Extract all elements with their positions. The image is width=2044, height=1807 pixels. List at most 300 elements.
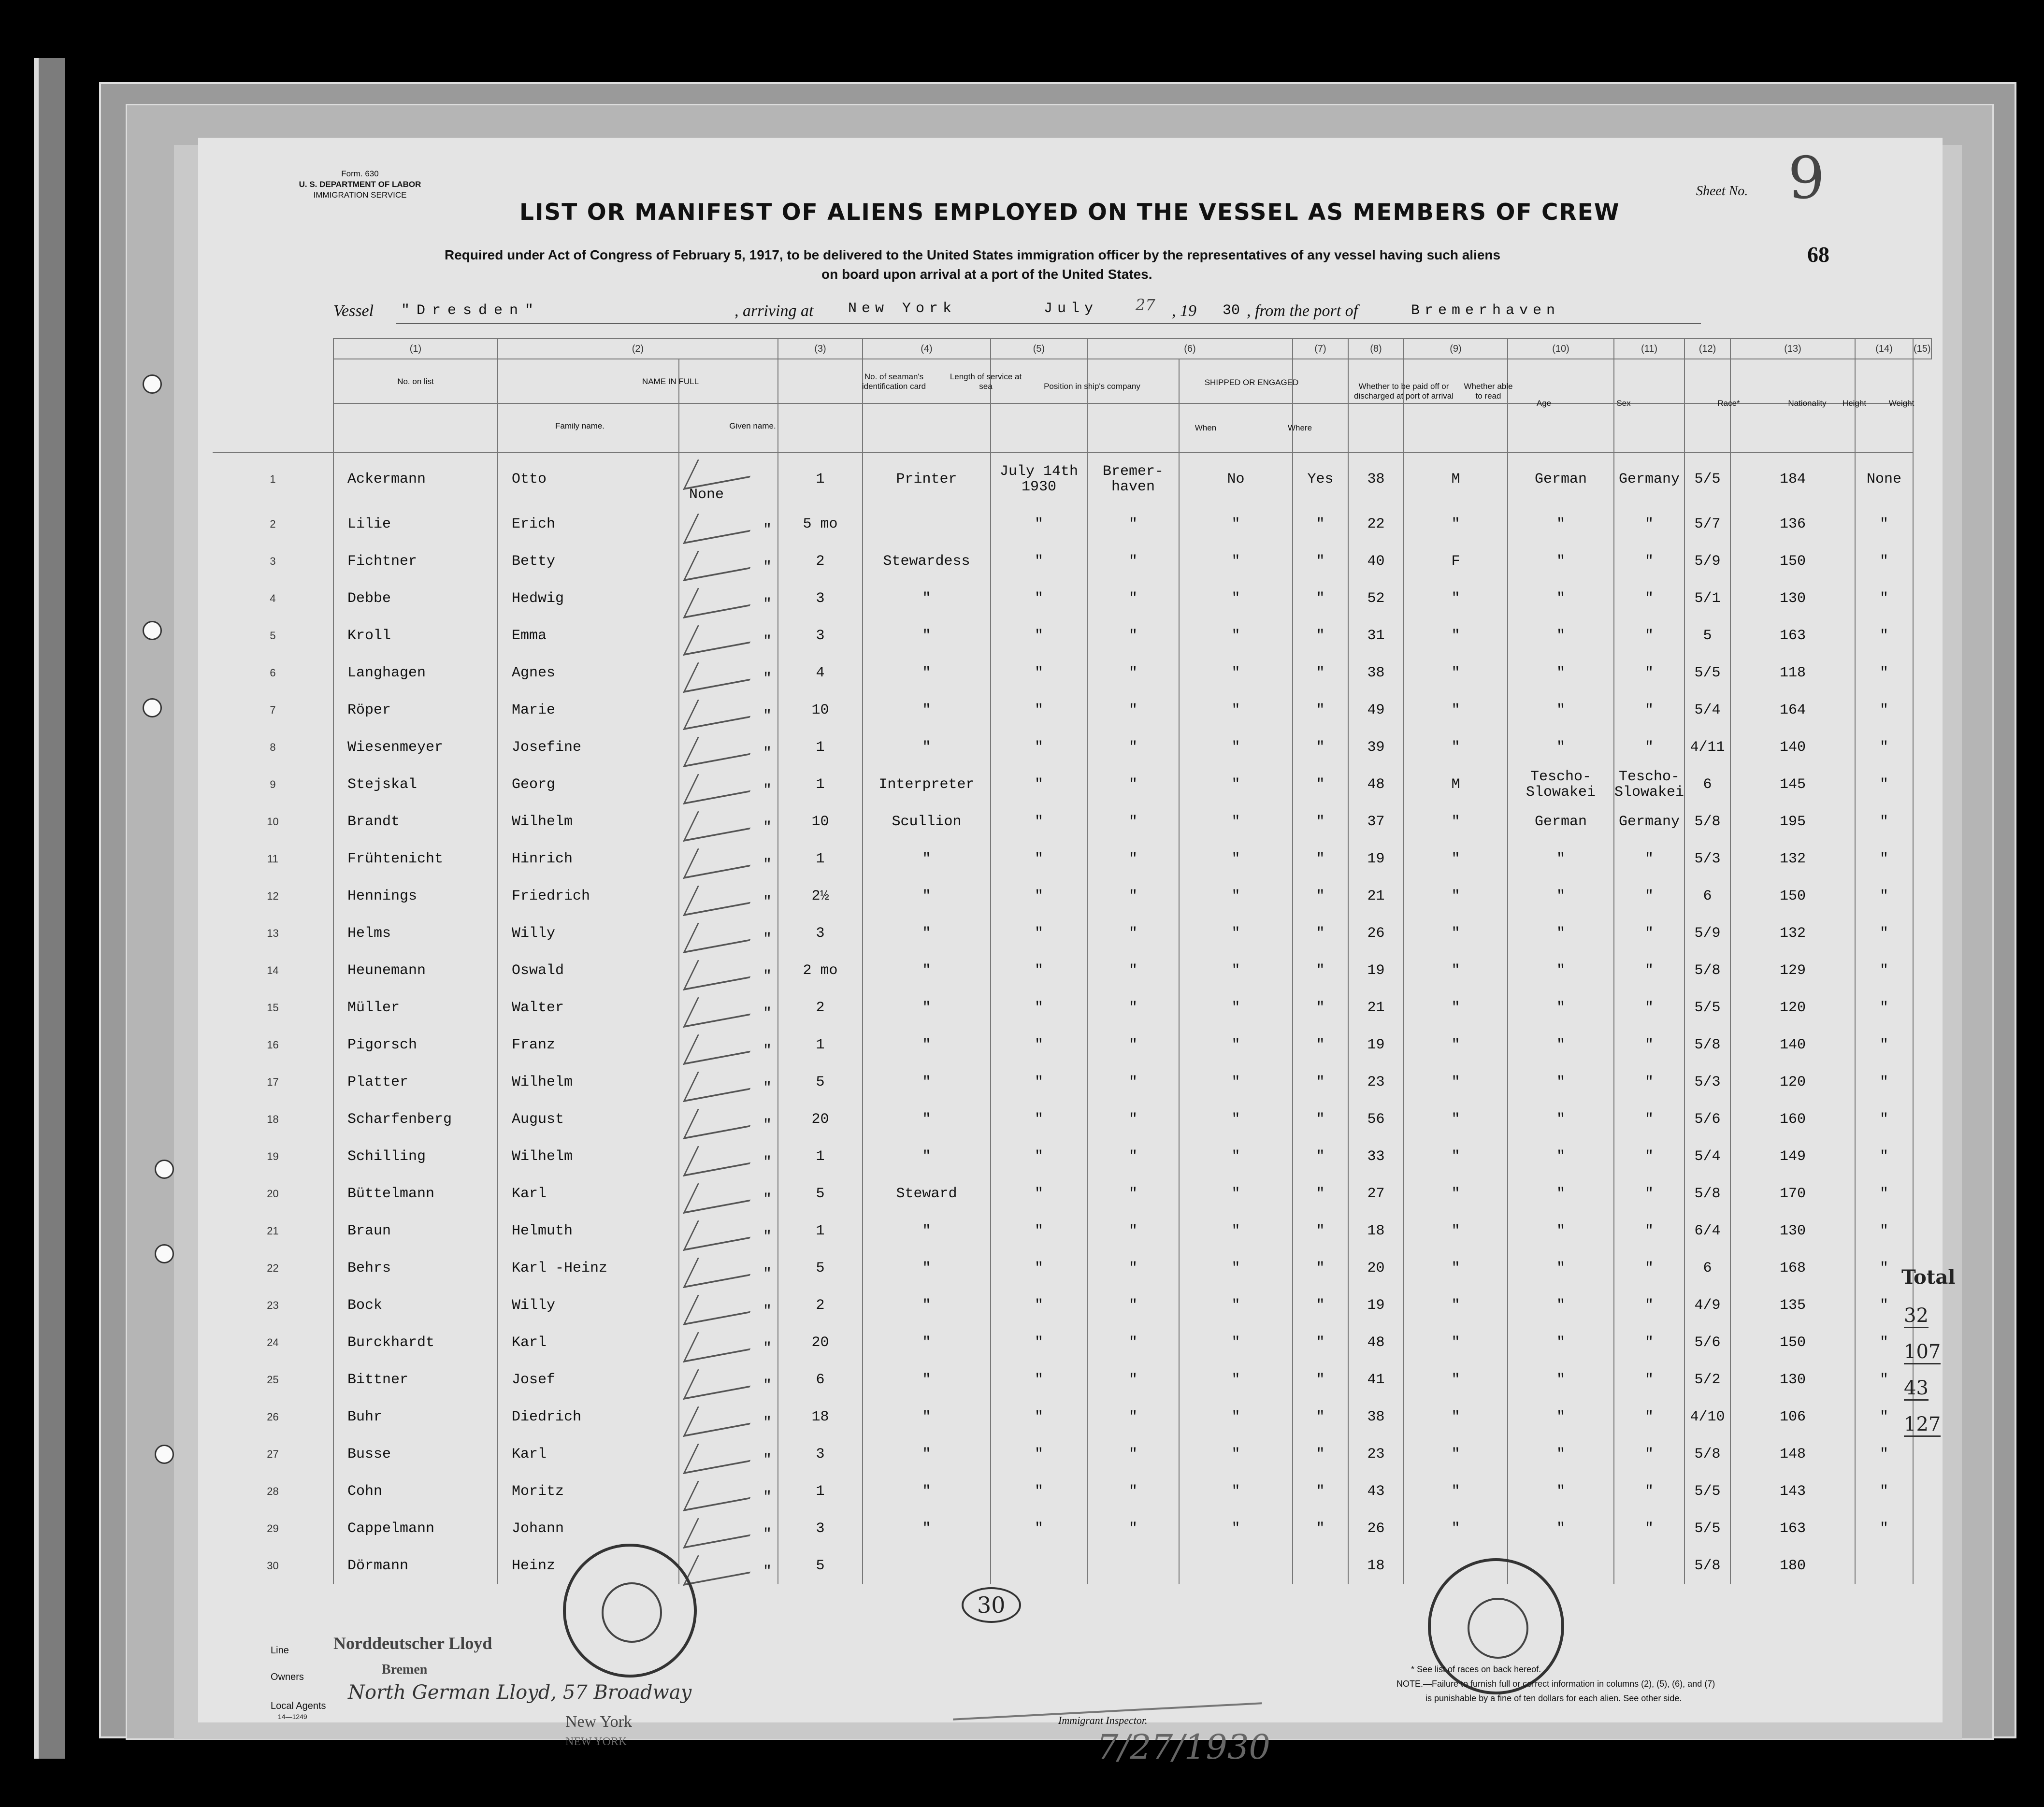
cell-marks: " (1880, 553, 1889, 570)
table-row (213, 1435, 1931, 1473)
cell-paid: " (1231, 888, 1240, 904)
arrival-port: New York (848, 301, 957, 317)
cell-nationality: " (1645, 1074, 1654, 1090)
check-mark (683, 725, 764, 767)
department-label: U. S. DEPARTMENT OF LABOR (299, 180, 421, 189)
tally-value: 107 (1904, 1341, 1941, 1364)
row-number: 12 (267, 889, 279, 902)
cell-card: " (763, 671, 772, 687)
cell-age: 20 (1367, 1260, 1385, 1276)
given-name-header: Given name. (729, 421, 776, 430)
cell-race: " (1556, 1334, 1565, 1350)
cell-weight: 140 (1780, 739, 1806, 756)
cell-nationality: " (1645, 553, 1654, 569)
cell-service: 4 (816, 664, 825, 681)
row-number: 29 (267, 1522, 279, 1535)
col-num-9: (9) (1404, 339, 1508, 359)
cell-marks: " (1880, 1334, 1889, 1351)
nationality-header: Nationality (1788, 399, 1827, 408)
cell-race: " (1556, 1260, 1565, 1276)
cell-age: 26 (1367, 925, 1385, 942)
cell-race: " (1556, 851, 1565, 867)
cell-weight: 148 (1780, 1446, 1806, 1463)
cell-sex: " (1451, 627, 1460, 644)
cell-position: " (922, 962, 931, 979)
cell-race: " (1556, 962, 1565, 978)
cell-height: 5/8 (1694, 962, 1721, 979)
row-number: 9 (270, 778, 276, 790)
table-row (213, 505, 1931, 543)
cell-card: " (763, 782, 772, 799)
cell-given: Karl -Heinz (512, 1260, 608, 1276)
agents-city-stamp: NEW YORK (565, 1735, 627, 1748)
sheet-no-label: Sheet No. (1696, 184, 1748, 199)
cell-given: Franz (512, 1036, 556, 1053)
check-mark (683, 613, 764, 656)
agents-city: New York (565, 1713, 632, 1731)
cell-family: Brandt (347, 813, 400, 830)
cell-age: 19 (1367, 962, 1385, 979)
cell-service: 2½ (811, 888, 829, 904)
cell-family: Kroll (347, 627, 391, 644)
cell-weight: 118 (1780, 664, 1806, 681)
cell-when: " (1034, 1037, 1043, 1053)
cell-height: 5/1 (1694, 590, 1721, 607)
cell-where: " (1128, 1037, 1137, 1053)
cell-nationality: " (1645, 1372, 1654, 1388)
row-number: 30 (267, 1559, 279, 1572)
cell-where: " (1128, 1186, 1137, 1202)
cell-height: 6/4 (1694, 1222, 1721, 1239)
cell-paid: " (1231, 776, 1240, 793)
cell-read: " (1316, 813, 1325, 830)
cell-marks: " (1880, 776, 1889, 793)
row-number: 15 (267, 1001, 279, 1014)
cell-weight: 160 (1780, 1111, 1806, 1128)
cell-given: Hedwig (512, 590, 564, 607)
row-number: 13 (267, 927, 279, 939)
col-num-6: (6) (1087, 339, 1293, 359)
cell-marks: " (1880, 1111, 1889, 1128)
cell-given: Willy (512, 1297, 556, 1314)
cell-age: 18 (1367, 1557, 1385, 1574)
cell-where: Bremer- haven (1102, 464, 1164, 495)
cell-family: Buhr (347, 1408, 383, 1425)
binder-spine (34, 58, 65, 1759)
cell-weight: 164 (1780, 702, 1806, 718)
cell-paid: " (1231, 1334, 1240, 1351)
row-number: 7 (270, 703, 276, 716)
cell-weight: 195 (1780, 813, 1806, 830)
cell-paid: " (1231, 1446, 1240, 1463)
row-number: 19 (267, 1150, 279, 1162)
cell-service: 1 (816, 1036, 825, 1053)
cell-when: " (1034, 1334, 1043, 1350)
row-number: 18 (267, 1113, 279, 1125)
cell-read: " (1316, 1334, 1325, 1351)
cell-position: " (922, 627, 931, 644)
cell-sex: " (1451, 1371, 1460, 1388)
cell-height: 5/3 (1694, 1074, 1721, 1090)
vessel-line-rule (396, 323, 1701, 324)
cell-height: 5/8 (1694, 1036, 1721, 1053)
table-row (213, 580, 1931, 617)
cell-paid: " (1231, 1483, 1240, 1500)
cell-sex: " (1451, 962, 1460, 979)
cell-position: Interpreter (878, 776, 975, 793)
row-number: 3 (270, 555, 276, 567)
cell-card: " (763, 1191, 772, 1208)
cell-sex: " (1451, 739, 1460, 756)
cell-weight: 132 (1780, 925, 1806, 942)
cell-position: " (922, 590, 931, 607)
cell-sex: " (1451, 850, 1460, 867)
note-penalty-2: is punishable by a fine of ten dollars for each alien. See other side. (1425, 1693, 1682, 1703)
cell-age: 23 (1367, 1446, 1385, 1463)
cell-marks: None (1867, 471, 1902, 488)
cell-marks: " (1880, 1520, 1889, 1537)
check-mark (683, 1134, 764, 1176)
cell-family: Scharfenberg (347, 1111, 452, 1128)
table-row (213, 453, 1931, 505)
cell-age: 40 (1367, 553, 1385, 570)
cell-age: 38 (1367, 471, 1385, 488)
cell-read: " (1316, 664, 1325, 681)
cell-read: " (1316, 1408, 1325, 1425)
check-mark (683, 447, 764, 490)
cell-card: " (763, 1340, 772, 1357)
cell-given: Wilhelm (512, 813, 573, 830)
check-mark (683, 836, 764, 879)
cell-family: Langhagen (347, 664, 426, 681)
cell-service: 1 (816, 1148, 825, 1165)
cell-card: " (763, 522, 772, 538)
cell-paid: No (1227, 471, 1245, 488)
cell-card: " (763, 1303, 772, 1319)
cell-marks: " (1880, 925, 1889, 942)
cell-race: " (1556, 1186, 1565, 1202)
cell-marks: " (1880, 850, 1889, 867)
cell-sex: " (1451, 516, 1460, 532)
cell-service: 1 (816, 1483, 825, 1500)
cell-service: 1 (816, 1222, 825, 1239)
cell-age: 33 (1367, 1148, 1385, 1165)
cell-sex: " (1451, 1446, 1460, 1463)
cell-when: " (1034, 628, 1043, 644)
cell-height: 5/5 (1694, 664, 1721, 681)
check-mark (683, 1394, 764, 1437)
cell-weight: 130 (1780, 590, 1806, 607)
punch-hole (155, 1160, 174, 1179)
note-races: * See list of races on back hereof. (1411, 1664, 1541, 1674)
cell-family: Braun (347, 1222, 391, 1239)
cell-read: " (1316, 1520, 1325, 1537)
cell-where: " (1128, 1148, 1137, 1164)
cell-when: " (1034, 1186, 1043, 1202)
cell-weight: 163 (1780, 1520, 1806, 1537)
consulate-seal (563, 1544, 697, 1678)
cell-family: Lilie (347, 516, 391, 532)
cell-age: 19 (1367, 1036, 1385, 1053)
row-number: 25 (267, 1373, 279, 1386)
cell-position: " (922, 1520, 931, 1537)
cell-position: " (922, 1297, 931, 1314)
punch-hole (143, 698, 162, 717)
cell-service: 3 (816, 925, 825, 942)
cell-service: 10 (811, 702, 829, 718)
cell-position: Printer (896, 471, 957, 488)
cell-where: " (1128, 1409, 1137, 1425)
check-mark (683, 650, 764, 693)
table-row (213, 877, 1931, 915)
cell-family: Frühtenicht (347, 850, 444, 867)
cell-age: 38 (1367, 664, 1385, 681)
cell-weight: 136 (1780, 516, 1806, 532)
cell-marks: " (1880, 664, 1889, 681)
cell-read: " (1316, 702, 1325, 718)
cell-given: Karl (512, 1334, 547, 1351)
cell-given: Wilhelm (512, 1148, 573, 1165)
cell-race: " (1556, 1372, 1565, 1388)
cell-service: 3 (816, 1520, 825, 1537)
cell-nationality: Germany (1618, 472, 1680, 487)
row-number: 27 (267, 1448, 279, 1460)
cell-family: Cappelmann (347, 1520, 435, 1537)
table-row (213, 691, 1931, 729)
cell-card: " (763, 1117, 772, 1133)
table-row (213, 543, 1931, 580)
row-number: 16 (267, 1038, 279, 1051)
no-on-list-header: No. on list (397, 377, 434, 386)
col-num-5: (5) (991, 339, 1087, 359)
punch-hole (143, 374, 162, 394)
cell-height: 5/8 (1694, 1557, 1721, 1574)
cell-paid: " (1231, 627, 1240, 644)
weight-header: Weight (1888, 399, 1914, 408)
cell-read: " (1316, 553, 1325, 570)
row-number: 10 (267, 815, 279, 828)
name-in-full-header: NAME IN FULL (642, 377, 699, 386)
cell-card: None (689, 487, 724, 503)
cell-race: " (1556, 665, 1565, 681)
check-mark (683, 1097, 764, 1139)
cell-sex: " (1451, 590, 1460, 607)
cell-marks: " (1880, 813, 1889, 830)
crew-table (213, 338, 1932, 1584)
cell-weight: 129 (1780, 962, 1806, 979)
check-mark (683, 1357, 764, 1400)
agents-label: Local Agents (271, 1701, 326, 1711)
cell-card: " (763, 708, 772, 724)
cell-race: " (1556, 1520, 1565, 1536)
cell-nationality: " (1645, 665, 1654, 681)
check-mark (683, 762, 764, 804)
cell-age: 22 (1367, 516, 1385, 532)
read-header: Whether able to read (1464, 382, 1513, 401)
cell-paid: " (1231, 999, 1240, 1016)
check-mark (683, 688, 764, 730)
page-stamp: 68 (1807, 242, 1829, 267)
col-num-13: (13) (1730, 339, 1855, 359)
cell-position: " (922, 999, 931, 1016)
cell-family: Cohn (347, 1483, 383, 1500)
cell-read: Yes (1307, 471, 1334, 488)
check-mark (683, 1320, 764, 1362)
cell-weight: 130 (1780, 1371, 1806, 1388)
cell-paid: " (1231, 702, 1240, 718)
cell-when: " (1034, 1446, 1043, 1462)
cell-nationality: " (1645, 1260, 1654, 1276)
cell-marks: " (1880, 999, 1889, 1016)
cell-sex: " (1451, 813, 1460, 830)
cell-given: Karl (512, 1185, 547, 1202)
cell-position: " (922, 1483, 931, 1500)
check-mark (683, 539, 764, 581)
cell-read: " (1316, 1483, 1325, 1500)
cell-paid: " (1231, 553, 1240, 570)
col-num-2: (2) (498, 339, 778, 359)
cell-read: " (1316, 999, 1325, 1016)
cell-where: " (1128, 1334, 1137, 1350)
cell-when: " (1034, 1000, 1043, 1016)
cell-when: " (1034, 1483, 1043, 1499)
cell-when: " (1034, 1223, 1043, 1239)
table-row (213, 840, 1931, 877)
table-row (213, 1547, 1931, 1584)
cell-paid: " (1231, 813, 1240, 830)
id-card-header: No. of seaman's identification card (862, 372, 926, 391)
cell-marks: " (1880, 1185, 1889, 1202)
cell-family: Ackermann (347, 471, 426, 488)
cell-card: " (763, 1043, 772, 1059)
cell-position: Steward (896, 1185, 957, 1202)
arrival-year: 30 (1223, 302, 1240, 319)
cell-weight: 130 (1780, 1222, 1806, 1239)
cell-height: 5/9 (1694, 553, 1721, 570)
check-mark (683, 985, 764, 1028)
cell-paid: " (1231, 739, 1240, 756)
form-number: Form. 630 (341, 169, 379, 178)
cell-weight: 163 (1780, 627, 1806, 644)
cell-family: Stejskal (347, 776, 417, 793)
check-mark (683, 1246, 764, 1288)
cell-where: " (1128, 925, 1137, 941)
cell-service: 5 mo (803, 516, 838, 532)
cell-nationality: " (1645, 1111, 1654, 1127)
cell-sex: " (1451, 1408, 1460, 1425)
cell-nationality: " (1645, 628, 1654, 644)
check-mark (683, 1506, 764, 1549)
cell-where: " (1128, 665, 1137, 681)
cell-when: " (1034, 702, 1043, 718)
cell-read: " (1316, 1371, 1325, 1388)
table-row (213, 952, 1931, 989)
sheet-number: 9 (1788, 145, 1825, 212)
cell-sex: " (1451, 999, 1460, 1016)
cell-paid: " (1231, 1111, 1240, 1128)
cell-paid: " (1231, 1185, 1240, 1202)
cell-height: 6 (1703, 776, 1712, 793)
cell-card: " (763, 1415, 772, 1431)
cell-nationality: " (1645, 925, 1654, 941)
line-label: Line (271, 1645, 289, 1656)
page-title: LIST OR MANIFEST OF ALIENS EMPLOYED ON THE VESSEL AS MEMBERS OF CREW (519, 199, 1620, 226)
line-value: Norddeutscher Lloyd (333, 1634, 492, 1653)
cell-height: 5/7 (1694, 516, 1721, 532)
cell-age: 23 (1367, 1074, 1385, 1090)
cell-weight: 184 (1780, 471, 1806, 488)
cell-sex: " (1451, 664, 1460, 681)
cell-family: Schilling (347, 1148, 426, 1165)
cell-card: " (763, 857, 772, 873)
cell-where: " (1128, 1520, 1137, 1536)
cell-weight: 143 (1780, 1483, 1806, 1500)
cell-height: 5/8 (1694, 1446, 1721, 1463)
cell-card: " (763, 894, 772, 910)
cell-where: " (1128, 1074, 1137, 1090)
cell-position: " (922, 1260, 931, 1276)
cell-weight: 180 (1780, 1557, 1806, 1574)
cell-service: 2 (816, 553, 825, 570)
cell-position: " (922, 850, 931, 867)
cell-card: " (763, 1266, 772, 1282)
cell-where: " (1128, 590, 1137, 606)
table-row (213, 1361, 1931, 1398)
cell-weight: 168 (1780, 1260, 1806, 1276)
cell-age: 27 (1367, 1185, 1385, 1202)
cell-height: 5/3 (1694, 850, 1721, 867)
cell-sex: " (1451, 1222, 1460, 1239)
cell-nationality: Germany (1618, 814, 1680, 830)
table-row (213, 1063, 1931, 1101)
cell-given: Willy (512, 925, 556, 942)
cell-race: " (1556, 925, 1565, 941)
cell-read: " (1316, 627, 1325, 644)
cell-card: " (763, 1154, 772, 1171)
row-number: 8 (270, 741, 276, 753)
cell-sex: M (1451, 776, 1460, 793)
family-name-header: Family name. (555, 421, 605, 430)
cell-position: Scullion (892, 813, 962, 830)
row-number: 21 (267, 1224, 279, 1237)
cell-read: " (1316, 850, 1325, 867)
cell-nationality: " (1645, 702, 1654, 718)
cell-height: 5/4 (1694, 1148, 1721, 1165)
cell-given: Emma (512, 627, 547, 644)
cell-given: Oswald (512, 962, 564, 979)
cell-weight: 149 (1780, 1148, 1806, 1165)
cell-height: 6 (1703, 888, 1712, 904)
row-number: 22 (267, 1262, 279, 1274)
cell-position: " (922, 1111, 931, 1128)
cell-given: Hinrich (512, 850, 573, 867)
cell-where: " (1128, 1000, 1137, 1016)
cell-when: " (1034, 1111, 1043, 1127)
cell-height: 5/8 (1694, 813, 1721, 830)
cell-nationality: Tescho- Slowakei (1614, 769, 1684, 800)
from-port-label: , from the port of (1247, 302, 1358, 320)
cell-given: Josefine (512, 739, 582, 756)
cell-weight: 120 (1780, 999, 1806, 1016)
cell-age: 31 (1367, 627, 1385, 644)
cell-nationality: " (1645, 1037, 1654, 1053)
tally-value: 32 (1904, 1305, 1929, 1328)
cell-service: 1 (816, 776, 825, 793)
age-header: Age (1536, 399, 1552, 408)
cell-age: 43 (1367, 1483, 1385, 1500)
cell-nationality: " (1645, 516, 1654, 532)
cell-card: " (763, 1452, 772, 1468)
